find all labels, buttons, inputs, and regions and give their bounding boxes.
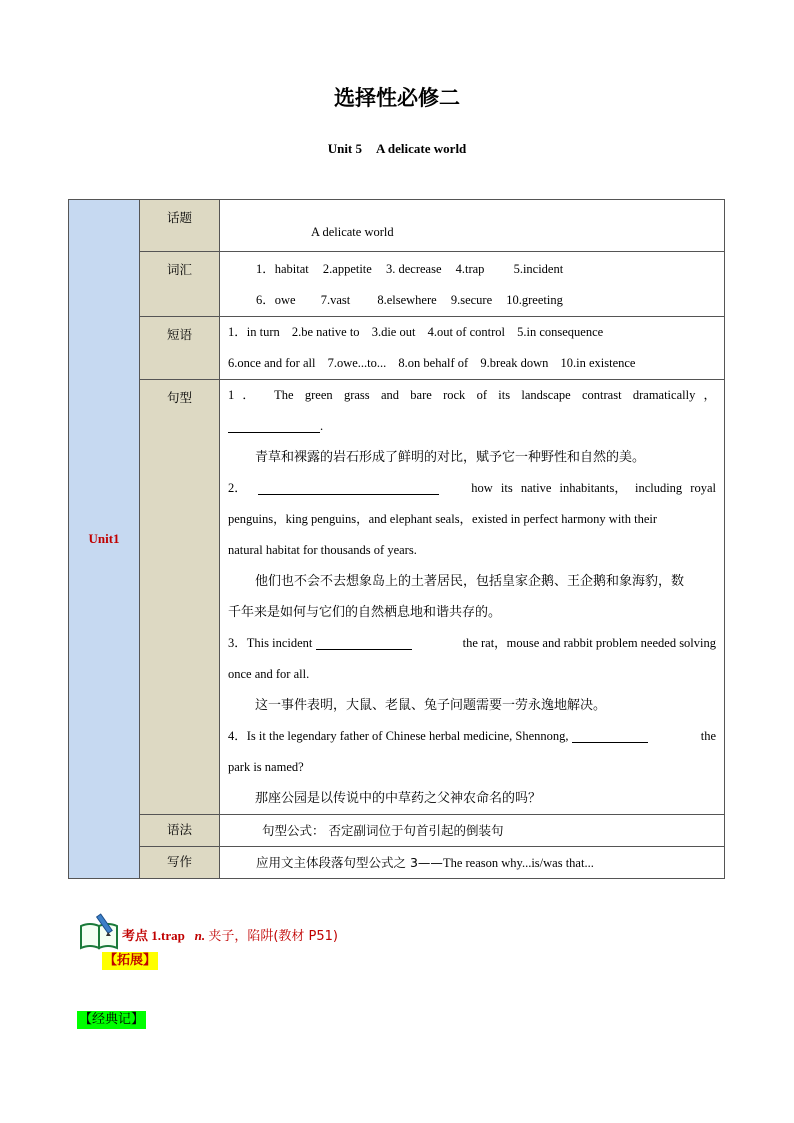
grammar-cell: [220, 815, 725, 847]
sentence-2-number: 2．: [228, 481, 247, 495]
sentence-1-translation: 青草和裸露的岩石形成了鲜明的对比，赋予它一种野性和自然的美。: [255, 450, 646, 465]
vocab-item: 7.vast: [320, 293, 351, 307]
answer-blank: [228, 418, 320, 433]
phrase-item: 6.once and for all: [228, 356, 316, 370]
writing-label: 写作: [140, 847, 220, 879]
writing-text: [220, 847, 724, 878]
phrases-cell: [220, 317, 725, 380]
sentence-4-prefix: 4．Is it the legendary father of Chinese herbal medicine, Shennong,: [228, 729, 569, 743]
notebook-pencil-icon: [78, 912, 122, 956]
sentence-3-line-1: [228, 628, 716, 659]
writing-text-cn: 应用文主体段落句型公式之 3——: [256, 855, 443, 870]
vocab-item: 6．owe: [256, 293, 296, 307]
sentence-1-line-1: 1． The green grass and bare rock of its landscape contrast dramatically，: [228, 388, 716, 402]
vocab-item: 8.elsewhere: [377, 293, 437, 307]
writing-text-en: The reason why...is/was that...: [442, 856, 594, 870]
writing-cell: [220, 847, 725, 879]
sentences-label: 句型: [140, 380, 220, 815]
vocab-item: 1．habitat: [256, 262, 309, 276]
sentence-4-translation: 那座公园是以传说中的中草药之父神农命名的吗？: [255, 791, 542, 806]
unit-overview-table: [68, 199, 725, 879]
phrase-item: 8.on behalf of: [398, 356, 469, 370]
vocab-item: 9.secure: [450, 293, 493, 307]
sentence-2-line-2: penguins，king penguins，and elephant seals，existed in perfect harmony with their: [228, 512, 658, 526]
sentence-4-rest: the: [700, 729, 716, 743]
sentence-2-translation-1: 他们也不会不去想象岛上的土著居民，包括皇家企鹅、王企鹅和象海豹，数: [255, 574, 685, 589]
topic-text: A delicate world: [311, 225, 394, 239]
kaodian-heading: [78, 912, 478, 952]
kaodian-head: 考点 1.trap: [122, 928, 185, 943]
grammar-text: 句型公式： 否定副词位于句首引起的倒装句: [262, 823, 504, 838]
answer-blank: [316, 635, 412, 650]
phrase-item: 1．in turn: [228, 325, 280, 339]
sentence-1-end: .: [320, 419, 324, 433]
phrase-item: 7.owe...to...: [327, 356, 387, 370]
answer-blank: [258, 480, 439, 495]
vocab-item: 4.trap: [455, 262, 485, 276]
phrase-item: 4.out of control: [427, 325, 505, 339]
phrase-item: 10.in existence: [560, 356, 636, 370]
kaodian-meaning: 夹子，陷阱(教材 P51): [208, 929, 338, 944]
answer-blank: [572, 728, 648, 743]
vocab-label: 词汇: [140, 252, 220, 317]
phrase-item: 3.die out: [371, 325, 416, 339]
sentence-3-rest: the rat，mouse and rabbit problem needed solving: [462, 636, 716, 650]
unit-name: A delicate world: [376, 141, 467, 156]
phrases-line-2: [228, 348, 724, 379]
topic-cell: [220, 200, 725, 252]
sentence-2-line-3: natural habitat for thousands of years.: [228, 543, 417, 557]
extend-tag: 【拓展】: [104, 953, 157, 968]
sentence-3-line-2: once and for all.: [228, 667, 310, 681]
phrases-line-1: [228, 317, 724, 348]
sentence-4-line-1: [228, 721, 716, 752]
sentence-3-translation: 这一事件表明，大鼠、老鼠、兔子问题需要一劳永逸地解决。: [255, 698, 607, 713]
vocab-line-2: [256, 285, 724, 316]
page-title: 选择性必修二: [334, 86, 460, 110]
vocab-item: 10.greeting: [506, 293, 563, 307]
vocab-item: 2.appetite: [322, 262, 372, 276]
sentence-1-line-2: [228, 411, 716, 442]
sentence-3-prefix: 3．This incident: [228, 636, 313, 650]
sentence-2-translation-2: 千年来是如何与它们的自然栖息地和谐共存的。: [228, 605, 502, 620]
vocab-cell: [220, 252, 725, 317]
kaodian-text: [122, 925, 338, 944]
sentences-cell: [220, 380, 725, 815]
topic-label: 话题: [140, 200, 220, 252]
unit-number: Unit 5: [327, 141, 363, 156]
vocab-line-1: [256, 254, 724, 285]
sentence-2-line-1: [228, 473, 716, 504]
kaodian-pos: n.: [194, 928, 206, 943]
phrase-item: 5.in consequence: [517, 325, 604, 339]
phrase-item: 9.break down: [480, 356, 549, 370]
vocab-item: 5.incident: [513, 262, 564, 276]
sentence-4-line-2: park is named?: [228, 760, 304, 774]
phrases-label: 短语: [140, 317, 220, 380]
unit-label-cell: Unit1: [69, 200, 140, 879]
sentence-2-rest: how its native inhabitants， including royal: [471, 481, 716, 495]
vocab-item: 3. decrease: [385, 262, 442, 276]
phrase-item: 2.be native to: [291, 325, 360, 339]
unit-subtitle: [0, 141, 794, 157]
grammar-label: 语法: [140, 815, 220, 847]
classic-tag: 【经典记】: [79, 1012, 145, 1027]
